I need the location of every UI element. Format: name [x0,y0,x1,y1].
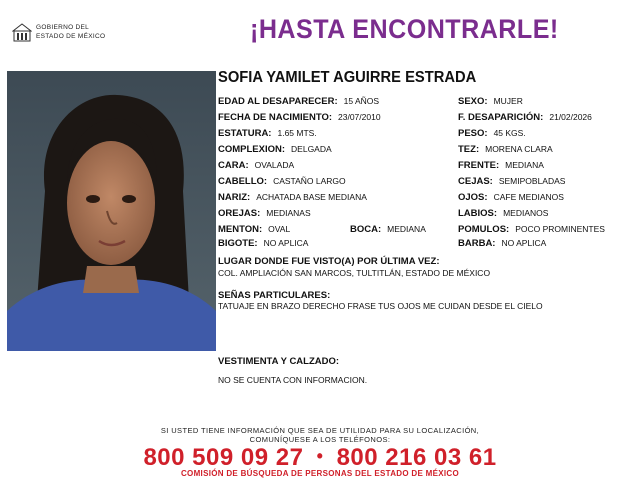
cara-value: OVALADA [254,160,295,170]
field-edad [218,96,379,107]
tez-label: TEZ: [458,144,480,155]
phone-2[interactable]: 800 216 03 61 [336,444,497,471]
edad-label: EDAD AL DESAPARECER: [218,96,338,107]
barba-value: NO APLICA [501,238,547,248]
estatura-value: 1.65 MTS. [277,128,317,138]
field-nariz [218,192,367,203]
cabello-label: CABELLO: [218,176,268,187]
desaparicion-value: 21/02/2026 [549,112,592,122]
tez-value: MORENA CLARA [485,144,553,154]
peso-value: 45 KGS. [493,128,526,138]
state-seal-icon [12,23,32,42]
field-tez [458,144,553,155]
labios-label: LABIOS: [458,208,498,219]
field-menton [218,224,290,235]
nariz-value: ACHATADA BASE MEDIANA [256,192,367,202]
field-boca [350,224,426,235]
field-cejas [458,176,565,187]
field-estatura [218,128,317,139]
desaparicion-label: F. DESAPARICIÓN: [458,112,544,123]
cejas-label: CEJAS: [458,176,493,187]
menton-value: OVAL [268,224,291,234]
field-pomulos [458,224,605,235]
field-nacimiento [218,112,381,123]
complexion-value: DELGADA [291,144,332,154]
cara-label: CARA: [218,160,249,171]
ojos-value: CAFE MEDIANOS [493,192,564,202]
field-cara [218,160,294,171]
nacimiento-value: 23/07/2010 [338,112,381,122]
field-ojos [458,192,564,203]
pomulos-value: POCO PROMINENTES [515,224,605,234]
sexo-label: SEXO: [458,96,488,107]
government-logo [12,22,122,44]
peso-label: PESO: [458,128,488,139]
menton-label: MENTON: [218,224,263,235]
field-peso [458,128,526,139]
lugar-label: LUGAR DONDE FUE VISTO(A) POR ÚLTIMA VEZ: [218,256,440,267]
bigote-value: NO APLICA [263,238,309,248]
field-complexion [218,144,332,155]
nacimiento-label: FECHA DE NACIMIENTO: [218,112,332,123]
boca-label: BOCA: [350,224,382,235]
vestimenta-label: VESTIMENTA Y CALZADO: [218,356,340,367]
barba-label: BARBA: [458,238,496,249]
cabello-value: CASTAÑO LARGO [273,176,346,186]
frente-value: MEDIANA [505,160,544,170]
page-headline: ¡HASTA ENCONTRARLE! [250,14,559,44]
field-frente [458,160,544,171]
field-orejas [218,208,311,219]
field-desaparicion [458,112,592,123]
lugar-value: COL. AMPLIACIÓN SAN MARCOS, TULTITLÁN, ESTADO DE MÉXICO [218,268,491,278]
ojos-label: OJOS: [458,192,488,203]
boca-value: MEDIANA [387,224,426,234]
bigote-label: BIGOTE: [218,238,258,249]
vestimenta-value: NO SE CUENTA CON INFORMACION. [218,375,368,385]
missing-person-photo [7,71,216,351]
labios-value: MEDIANOS [503,208,549,218]
pomulos-label: POMULOS: [458,224,510,235]
info-line-2: COMUNÍQUESE A LOS TELÉFONOS: [249,435,391,444]
complexion-label: COMPLEXION: [218,144,286,155]
field-cabello [218,176,346,187]
footer-commission: COMISIÓN DE BÚSQUEDA DE PERSONAS DEL ESTADO DE MÉXICO [180,469,459,478]
edad-value: 15 AÑOS [343,96,380,106]
logo-line-2: ESTADO DE MÉXICO [36,33,106,40]
orejas-value: MEDIANAS [266,208,311,218]
field-bigote [218,238,308,249]
phone-numbers [0,444,640,472]
frente-label: FRENTE: [458,160,500,171]
person-name: SOFIA YAMILET AGUIRRE ESTRADA [218,69,477,86]
orejas-label: OREJAS: [218,208,261,219]
info-line-1: SI USTED TIENE INFORMACIÓN QUE SEA DE UTILIDAD PARA SU LOCALIZACIÓN, [160,426,480,435]
field-labios [458,208,548,219]
nariz-label: NARIZ: [218,192,251,203]
senas-label: SEÑAS PARTICULARES: [218,290,331,301]
phone-separator: • [316,446,324,466]
phone-1[interactable]: 800 509 09 27 [143,444,304,471]
field-sexo [458,96,523,107]
sexo-value: MUJER [493,96,523,106]
field-barba [458,238,546,249]
logo-line-1: GOBIERNO DEL [36,24,90,31]
senas-value: TATUAJE EN BRAZO DERECHO FRASE TUS OJOS ME CUIDAN DESDE EL CIELO [218,301,543,311]
cejas-value: SEMIPOBLADAS [498,176,566,186]
estatura-label: ESTATURA: [218,128,272,139]
